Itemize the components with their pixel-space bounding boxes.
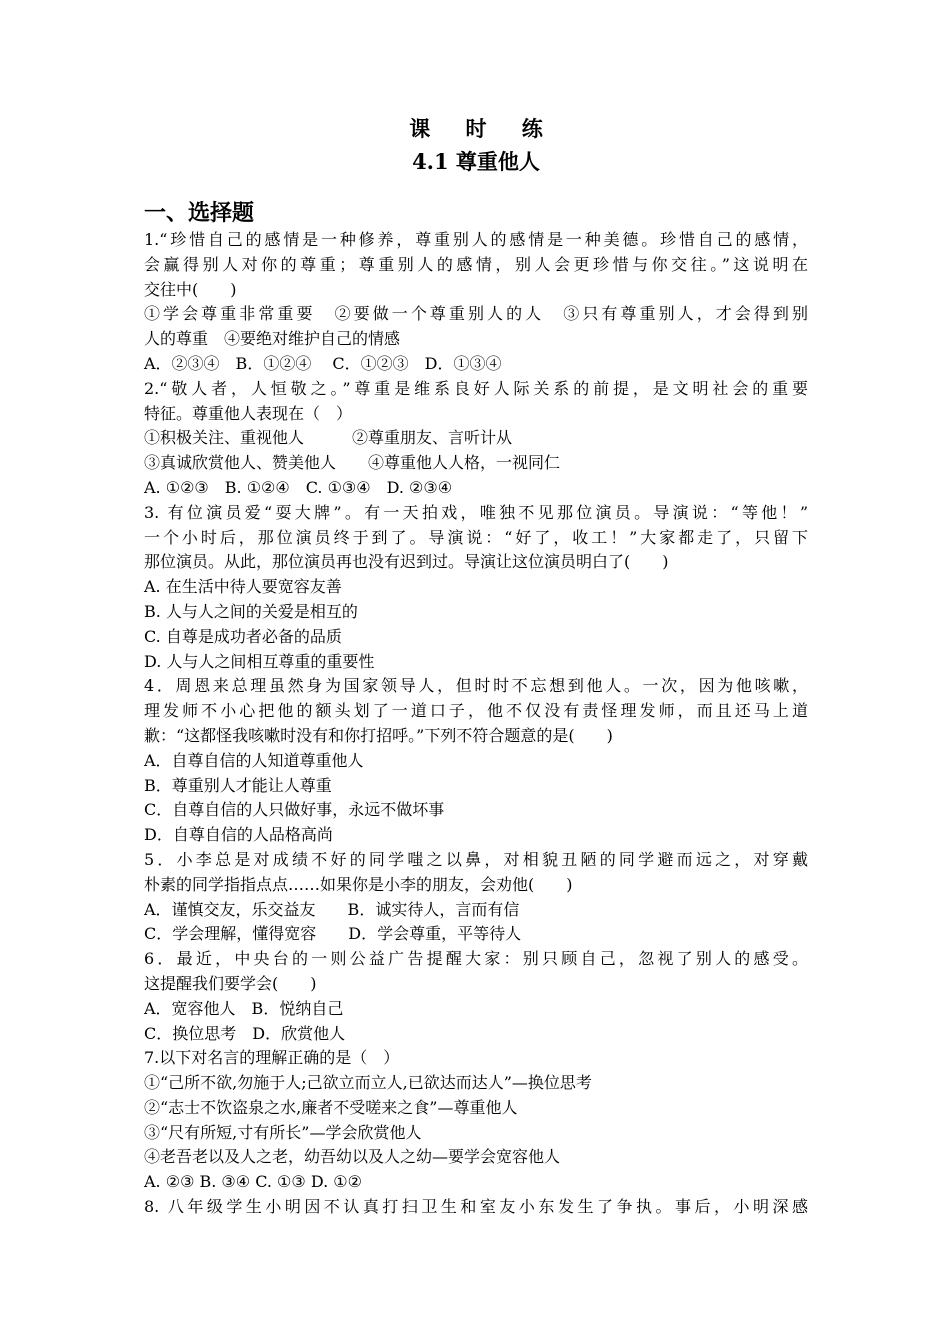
lesson-title: 4.1 尊重他人	[412, 149, 540, 174]
text-line: 会赢得别人对你的尊重；尊重别人的感情，别人会更珍惜与你交往。”这说明在	[144, 254, 808, 274]
text-line: 那位演员。从此，那位演员再也没有迟到过。导演让这位演员明白了( )	[144, 552, 669, 572]
text-line: 8. 八年级学生小明因不认真打扫卫生和室友小东发生了争执。事后，小明深感	[144, 1197, 808, 1217]
text-line: ①积极关注、重视他人 ②尊重朋友、言听计从	[144, 428, 513, 448]
section-heading: 一、选择题	[144, 200, 255, 226]
question-body	[144, 228, 808, 1220]
page-title: 课 时 练	[409, 116, 557, 141]
text-line: A．②③④ B．①②④ C．①②③ D．①③④	[144, 353, 502, 373]
text-line: C．换位思考 D．欣赏他人	[144, 1023, 346, 1043]
text-line: A. ②③ B. ③④ C. ①③ D. ①②	[144, 1172, 362, 1192]
text-line: 一个小时后，那位演员终于到了。导演说：“好了，收工！”大家都走了，只留下	[144, 527, 808, 547]
text-line: ③“尺有所短,寸有所长”—学会欣赏他人	[144, 1122, 422, 1142]
text-line: A. 在生活中待人要宽容友善	[144, 577, 342, 597]
text-line: 朴素的同学指指点点……如果你是小李的朋友，会劝他( )	[144, 874, 573, 894]
text-line: 交往中( )	[144, 279, 237, 299]
text-line: 3. 有位演员爱“耍大牌”。有一天拍戏，唯独不见那位演员。导演说：“等他！”	[144, 502, 808, 522]
text-line: A．自尊自信的人知道尊重他人	[144, 750, 364, 770]
text-line: 5．小李总是对成绩不好的同学嗤之以鼻，对相貌丑陋的同学避而远之，对穿戴	[144, 849, 808, 869]
text-line: ①“己所不欲,勿施于人;己欲立而立人,已欲达而达人”—换位思考	[144, 1073, 592, 1093]
text-line: A．谨慎交友，乐交益友 B．诚实待人，言而有信	[144, 899, 520, 919]
text-line: 6．最近，中央台的一则公益广告提醒大家：别只顾自己，忽视了别人的感受。	[144, 949, 808, 969]
text-line: 人的尊重 ④要绝对维护自己的情感	[144, 329, 401, 349]
text-line: B．尊重别人才能让人尊重	[144, 775, 332, 795]
text-line: C. 自尊是成功者必备的品质	[144, 626, 342, 646]
text-line: 2.“敬人者，人恒敬之。”尊重是维系良好人际关系的前提，是文明社会的重要	[144, 378, 808, 398]
text-line: D. 人与人之间相互尊重的重要性	[144, 651, 375, 671]
text-line: C．自尊自信的人只做好事，永远不做坏事	[144, 800, 445, 820]
text-line: ②“志士不饮盗泉之水,廉者不受嗟来之食”—尊重他人	[144, 1097, 518, 1117]
text-line: 歉：“这都怪我咳嗽时没有和你打招呼。”下列不符合题意的是( )	[144, 725, 613, 745]
worksheet-page	[144, 112, 808, 1220]
text-line: A．宽容他人 B．悦纳自己	[144, 998, 344, 1018]
text-line: A. ①②③ B. ①②④ C. ①③④ D. ②③④	[144, 477, 453, 497]
text-line: D．自尊自信的人品格高尚	[144, 825, 333, 845]
text-line: ④老吾老以及人之老，幼吾幼以及人之幼—要学会宽容他人	[144, 1147, 561, 1167]
text-line: C．学会理解，懂得宽容 D．学会尊重，平等待人	[144, 924, 522, 944]
text-line: 理发师不小心把他的额头划了一道口子，他不仅没有责怪理发师，而且还马上道	[144, 701, 808, 721]
text-line: 1.“珍惜自己的感情是一种修养，尊重别人的感情是一种美德。珍惜自己的感情，	[144, 230, 808, 249]
text-line: 4．周恩来总理虽然身为国家领导人，但时时不忘想到他人。一次，因为他咳嗽，	[144, 676, 808, 696]
text-line: B. 人与人之间的关爱是相互的	[144, 601, 358, 621]
text-line: 特征。尊重他人表现在（ ）	[144, 403, 353, 423]
text-line: ①学会尊重非常重要 ②要做一个尊重别人的人 ③只有尊重别人，才会得到别	[144, 304, 808, 324]
text-line: ③真诚欣赏他人、赞美他人 ④尊重他人人格，一视同仁	[144, 453, 561, 473]
text-line: 这提醒我们要学会( )	[144, 973, 317, 993]
text-line: 7.以下对名言的理解正确的是（ ）	[144, 1048, 400, 1068]
